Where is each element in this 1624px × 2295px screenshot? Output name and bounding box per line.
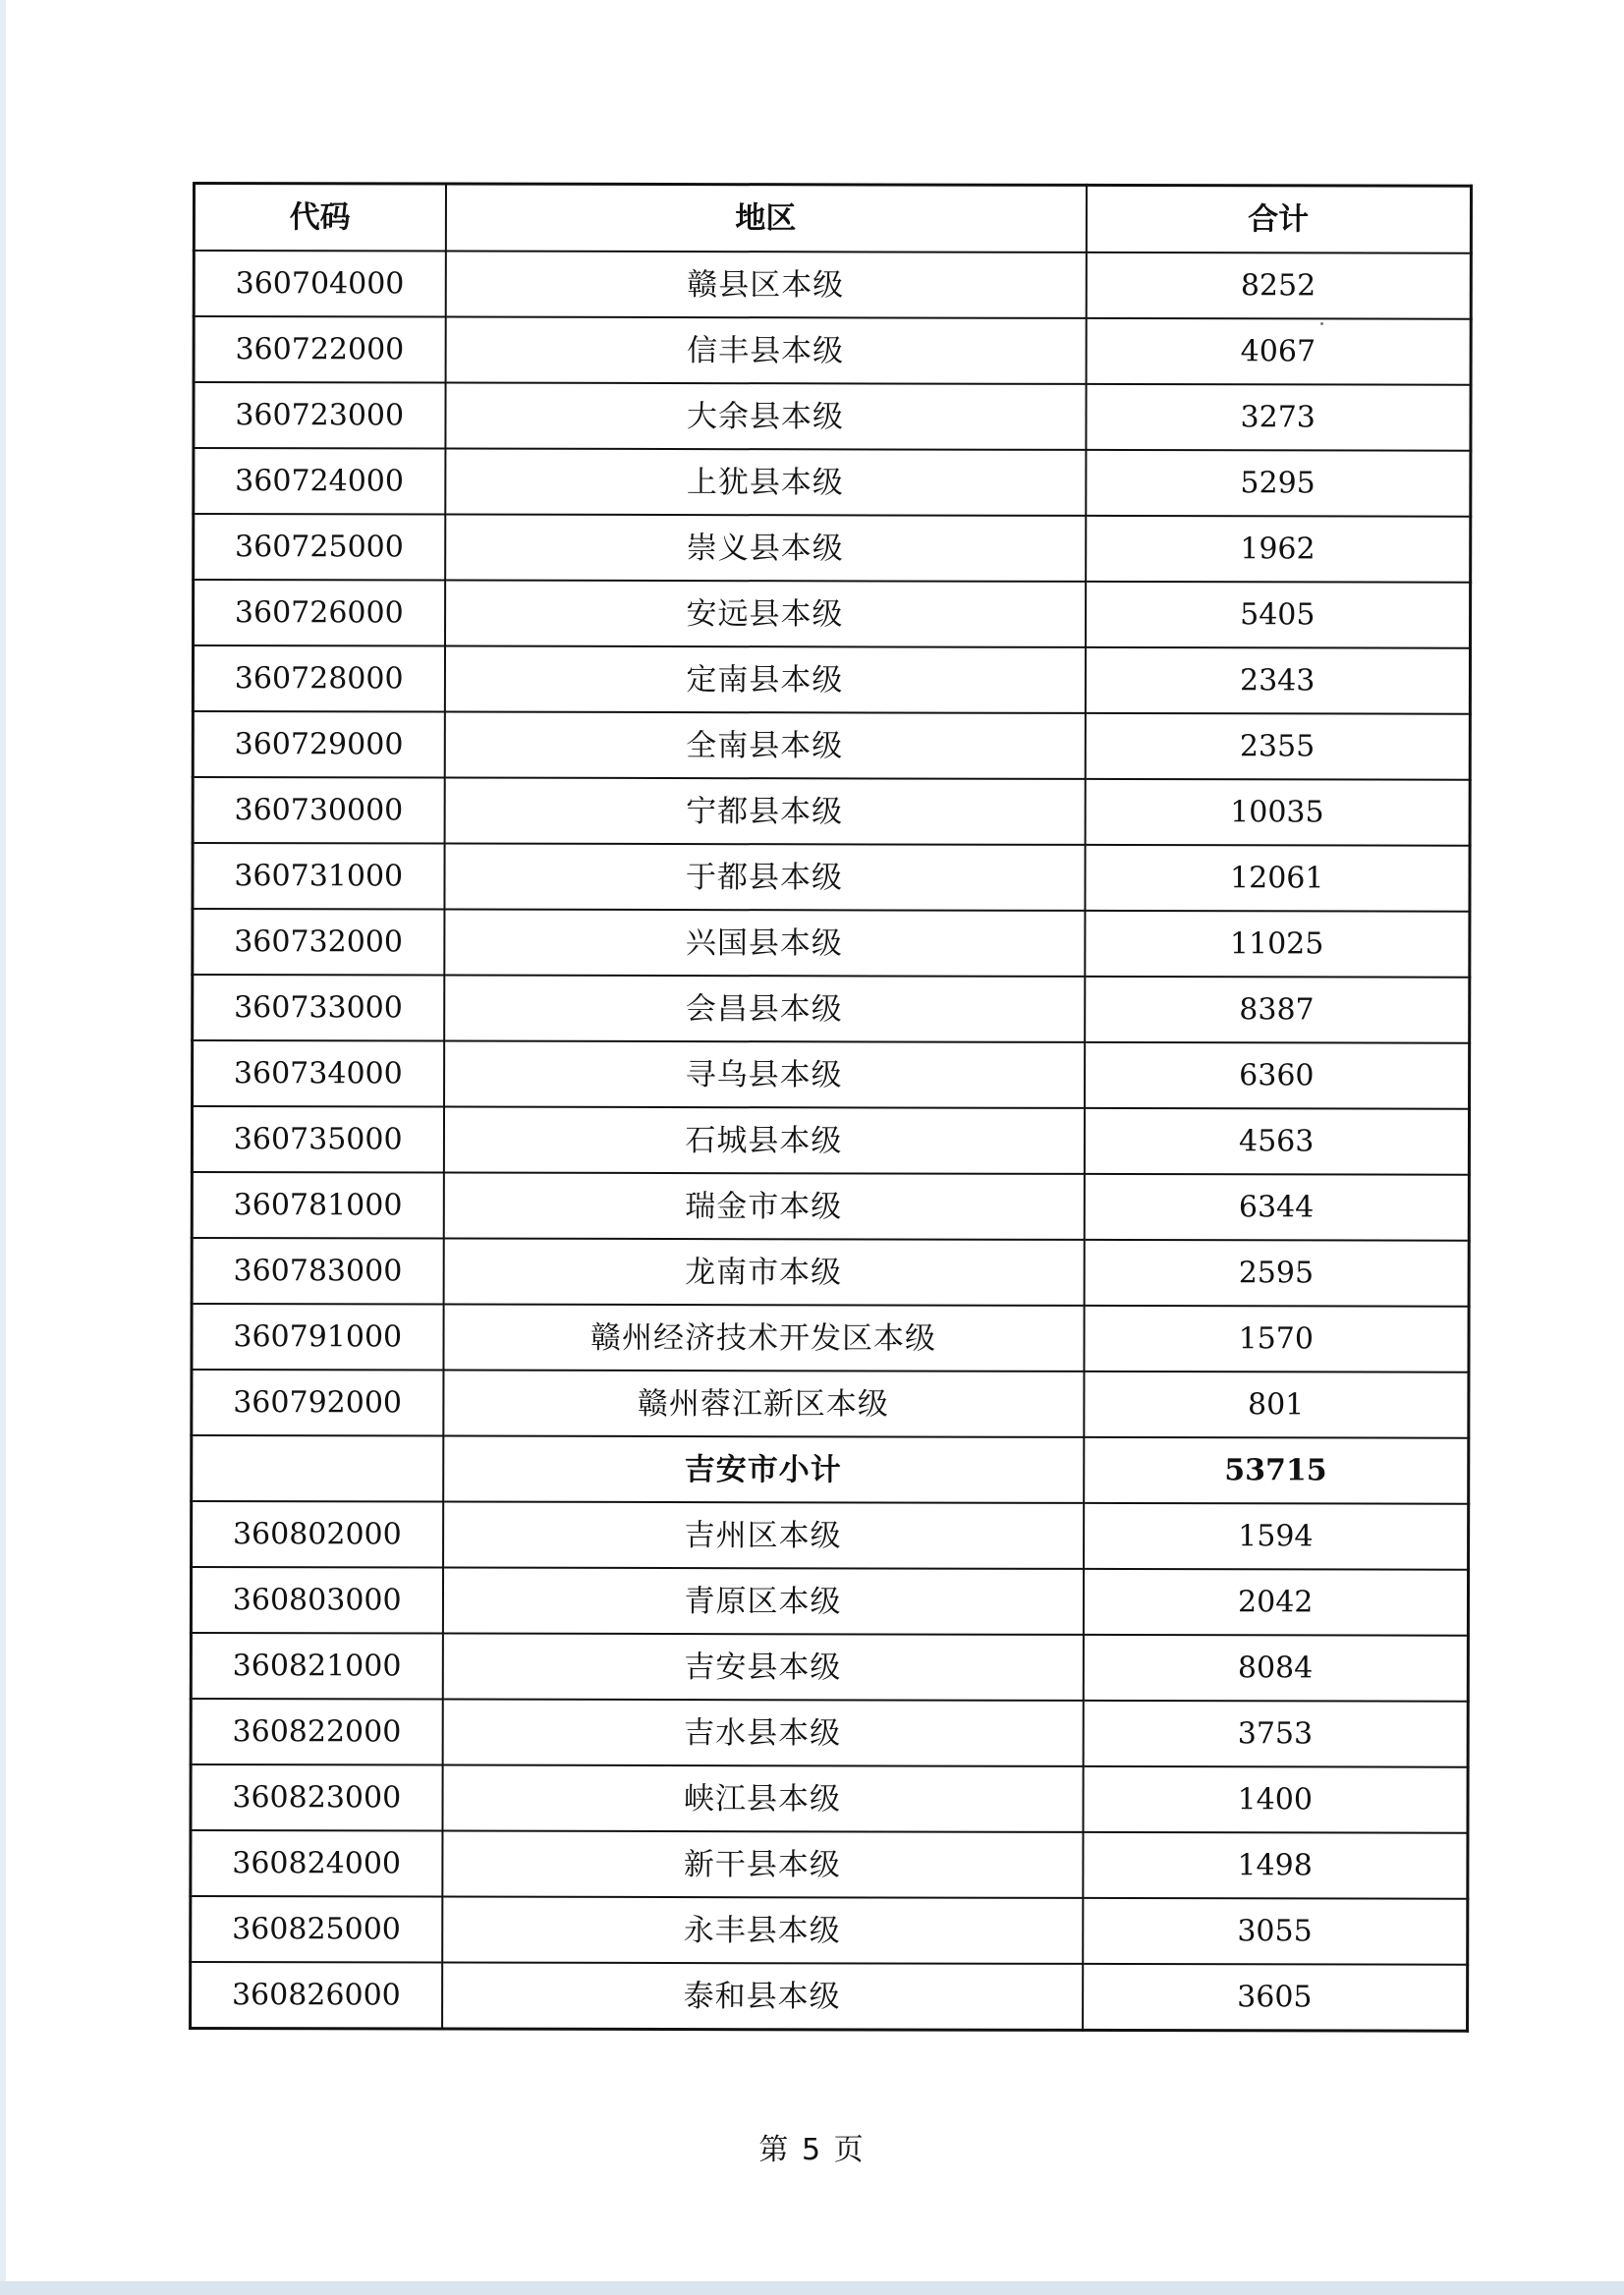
cell-region: 新干县本级 xyxy=(442,1831,1083,1898)
cell-region: 青原区本级 xyxy=(442,1568,1083,1635)
table-row xyxy=(194,251,1471,319)
cell-code: 360825000 xyxy=(191,1896,442,1963)
cell-region: 峡江县本级 xyxy=(442,1765,1083,1832)
table-row xyxy=(191,1830,1468,1899)
scan-left-edge xyxy=(0,0,6,2295)
table-row xyxy=(194,514,1471,583)
table-row xyxy=(193,1040,1470,1109)
cell-code: 360826000 xyxy=(191,1962,442,2029)
cell-code: 360822000 xyxy=(191,1699,442,1765)
cell-code: 360792000 xyxy=(192,1370,443,1436)
cell-total: 4067 xyxy=(1086,318,1471,385)
cell-total: 53715 xyxy=(1084,1437,1469,1504)
cell-code: 360726000 xyxy=(194,580,445,646)
cell-region: 吉水县本级 xyxy=(442,1700,1083,1766)
cell-region: 寻乌县本级 xyxy=(444,1041,1085,1108)
table-row xyxy=(193,711,1470,780)
header-code: 代码 xyxy=(194,184,445,252)
scan-bottom-edge xyxy=(0,2281,1624,2295)
cell-region: 定南县本级 xyxy=(444,646,1085,713)
cell-total: 11025 xyxy=(1085,911,1470,978)
cell-code: 360734000 xyxy=(193,1040,444,1107)
cell-total: 2355 xyxy=(1085,713,1470,780)
cell-code: 360802000 xyxy=(192,1501,443,1568)
cell-code: 360823000 xyxy=(191,1764,442,1831)
table-row xyxy=(193,843,1470,912)
cell-region: 永丰县本级 xyxy=(442,1897,1083,1964)
cell-code: 360824000 xyxy=(191,1830,442,1897)
cell-code: 360724000 xyxy=(194,448,445,515)
cell-region: 赣州经济技术开发区本级 xyxy=(443,1305,1084,1371)
cell-code: 360731000 xyxy=(193,843,444,910)
table-header-row xyxy=(194,184,1471,253)
cell-total: 4563 xyxy=(1084,1108,1469,1175)
page-number: 第 5 页 xyxy=(758,2133,866,2167)
cell-code: 360728000 xyxy=(193,645,444,712)
cell-total: 3605 xyxy=(1083,1964,1468,2031)
cell-total: 6344 xyxy=(1084,1174,1469,1241)
cell-total: 2042 xyxy=(1083,1569,1468,1636)
table-row xyxy=(194,448,1471,517)
cell-region: 崇义县本级 xyxy=(445,515,1086,582)
cell-region: 信丰县本级 xyxy=(445,317,1086,384)
cell-region: 上犹县本级 xyxy=(445,449,1086,516)
cell-total: 8387 xyxy=(1085,977,1470,1043)
cell-region: 宁都县本级 xyxy=(444,778,1085,845)
cell-code: 360725000 xyxy=(194,514,445,581)
cell-region: 大余县本级 xyxy=(445,383,1086,450)
cell-total: 1400 xyxy=(1083,1766,1468,1833)
table-row xyxy=(192,1304,1469,1372)
cell-code: 360723000 xyxy=(194,382,445,449)
cell-code: 360735000 xyxy=(192,1106,443,1173)
table-row xyxy=(191,1567,1468,1636)
cell-total: 6360 xyxy=(1085,1042,1470,1109)
cell-code: 360730000 xyxy=(193,777,444,844)
cell-total: 8084 xyxy=(1083,1635,1468,1702)
cell-code: 360821000 xyxy=(191,1633,442,1700)
cell-region: 泰和县本级 xyxy=(442,1963,1083,2031)
table-row xyxy=(191,1633,1468,1702)
cell-total: 3753 xyxy=(1083,1701,1468,1767)
cell-total: 1594 xyxy=(1084,1503,1469,1570)
cell-code: 360722000 xyxy=(194,316,445,383)
table-row xyxy=(193,777,1470,846)
cell-region: 兴国县本级 xyxy=(444,910,1085,977)
cell-region: 瑞金市本级 xyxy=(443,1173,1084,1240)
cell-total: 3273 xyxy=(1086,384,1471,451)
cell-code: 360729000 xyxy=(193,711,444,778)
header-region: 地区 xyxy=(445,184,1086,252)
table-row xyxy=(192,1501,1469,1570)
cell-region: 赣州蓉江新区本级 xyxy=(443,1371,1084,1437)
cell-region: 赣县区本级 xyxy=(445,252,1086,318)
cell-total: 1498 xyxy=(1083,1832,1468,1899)
table-row xyxy=(192,1172,1469,1241)
cell-total: 801 xyxy=(1084,1371,1469,1438)
table-row xyxy=(191,1962,1468,2031)
cell-region: 龙南市本级 xyxy=(443,1239,1084,1306)
cell-total: 1962 xyxy=(1086,516,1471,583)
cell-total: 2595 xyxy=(1084,1240,1469,1307)
table-row xyxy=(192,1370,1469,1438)
table-row xyxy=(192,1106,1469,1175)
table-body xyxy=(191,251,1472,2031)
cell-code: 360783000 xyxy=(192,1238,443,1305)
table-row xyxy=(193,645,1470,714)
cell-region: 全南县本级 xyxy=(444,712,1085,779)
cell-region: 吉州区本级 xyxy=(443,1502,1084,1569)
cell-code xyxy=(192,1435,443,1502)
cell-region: 吉安市小计 xyxy=(443,1436,1084,1503)
cell-total: 10035 xyxy=(1085,779,1470,846)
cell-total: 1570 xyxy=(1084,1306,1469,1372)
table-row xyxy=(191,1699,1468,1767)
cell-region: 吉安县本级 xyxy=(442,1634,1083,1701)
cell-code: 360704000 xyxy=(194,251,445,317)
cell-total: 8252 xyxy=(1086,252,1471,319)
cell-code: 360733000 xyxy=(193,975,444,1041)
table-row xyxy=(191,1896,1468,1965)
table-row xyxy=(191,1764,1468,1833)
table-row xyxy=(194,580,1471,648)
table-row xyxy=(192,1238,1469,1307)
cell-region: 于都县本级 xyxy=(444,844,1085,911)
cell-region: 会昌县本级 xyxy=(444,976,1085,1042)
cell-code: 360803000 xyxy=(191,1567,442,1634)
cell-total: 3055 xyxy=(1083,1898,1468,1965)
cell-code: 360781000 xyxy=(192,1172,443,1239)
allocation-table xyxy=(189,182,1473,2033)
cell-region: 安远县本级 xyxy=(445,581,1086,647)
cell-code: 360732000 xyxy=(193,909,444,976)
cell-total: 5295 xyxy=(1086,450,1471,517)
cell-region: 石城县本级 xyxy=(443,1107,1084,1174)
table-row xyxy=(193,909,1470,978)
cell-total: 2343 xyxy=(1085,647,1470,714)
header-total: 合计 xyxy=(1086,185,1471,252)
table-row xyxy=(194,382,1471,451)
cell-total: 5405 xyxy=(1086,582,1471,648)
cell-total: 12061 xyxy=(1085,845,1470,912)
subtotal-row xyxy=(192,1435,1469,1504)
table-row xyxy=(193,975,1470,1043)
cell-code: 360791000 xyxy=(192,1304,443,1371)
table-row xyxy=(194,316,1471,385)
